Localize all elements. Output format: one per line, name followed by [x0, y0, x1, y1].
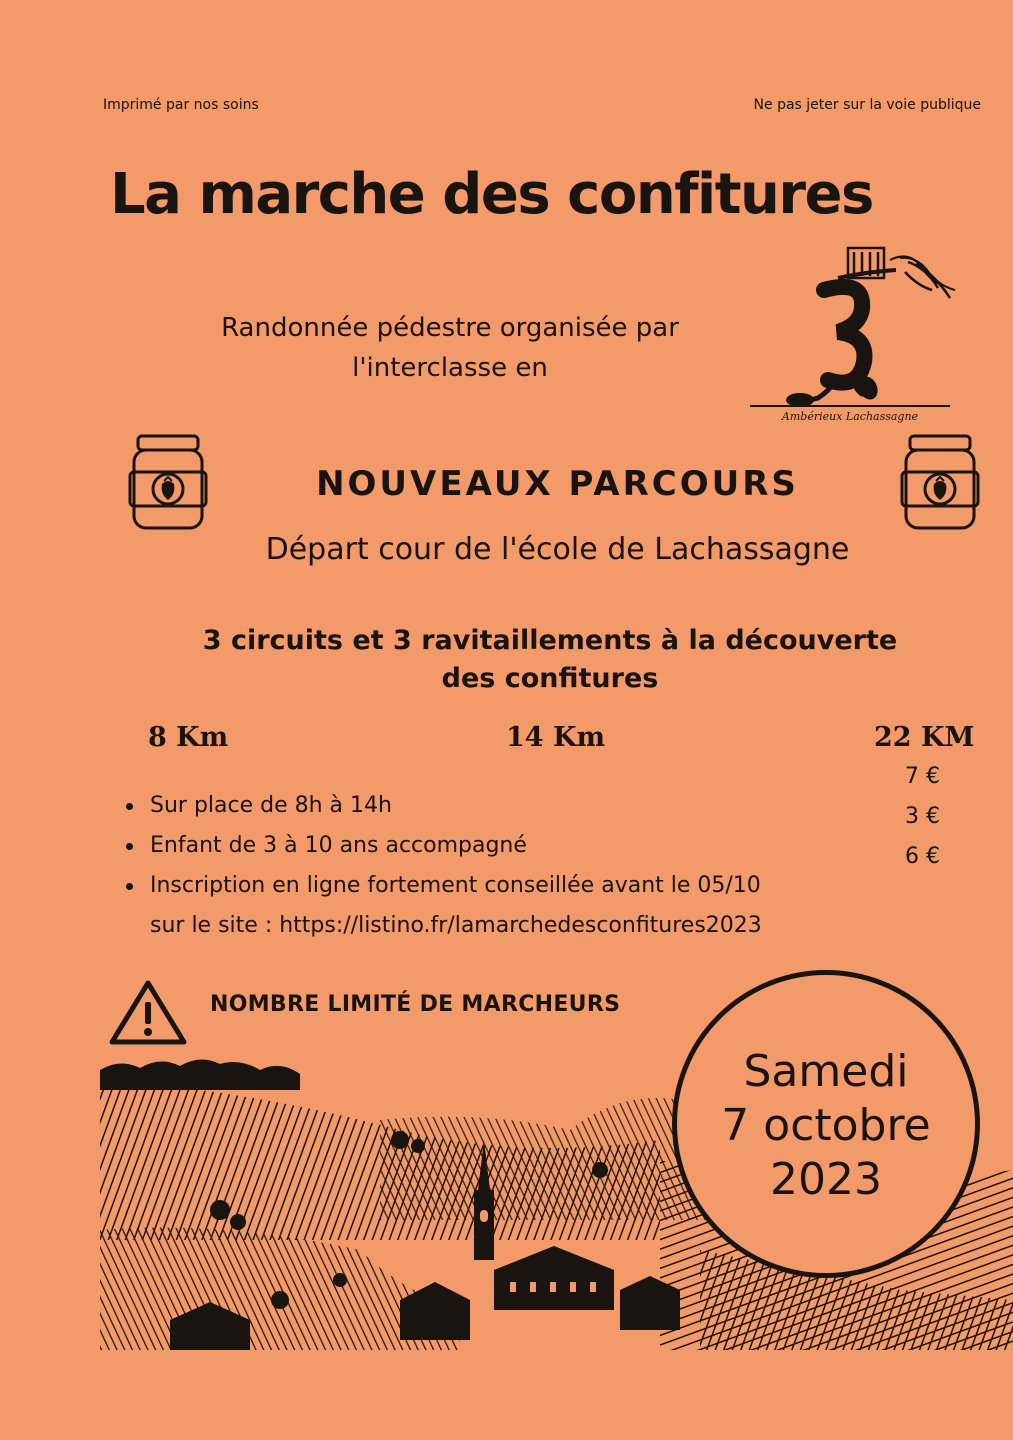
list-item	[120, 866, 900, 906]
list-item	[120, 906, 900, 946]
printed-note: Imprimé par nos soins	[103, 97, 259, 113]
info-registration-url: sur le site : https://listino.fr/lamarchedesconfitures2023	[150, 913, 762, 938]
price-child: 3 €	[905, 804, 940, 829]
price-adult: 7 €	[905, 764, 940, 789]
logo-caption: Ambérieux Lachassagne	[781, 410, 919, 423]
list-item	[120, 826, 900, 866]
info-registration: Inscription en ligne fortement conseillée avant le 05/10	[150, 873, 761, 898]
disposal-note: Ne pas jeter sur la voie publique	[753, 97, 981, 113]
circuits-line-1: 3 circuits et 3 ravitaillements à la découverte	[202, 625, 898, 656]
event-date-badge	[672, 970, 980, 1278]
event-weekday: Samedi	[743, 1046, 909, 1097]
organizer-text	[150, 308, 750, 388]
bullet-icon	[126, 883, 133, 890]
organizer-line-2: l'interclasse en	[352, 353, 548, 383]
event-day-month: 7 octobre	[721, 1100, 931, 1151]
distance-22km: 22 KM	[874, 722, 975, 753]
new-routes-headline: NOUVEAUX PARCOURS	[316, 464, 799, 504]
price-online: 6 €	[905, 844, 940, 869]
walking-three-logo-icon	[740, 228, 970, 428]
limited-walkers-warning: NOMBRE LIMITÉ DE MARCHEURS	[210, 992, 621, 1017]
circuits-line-2: des confitures	[441, 663, 659, 694]
departure-location: Départ cour de l'école de Lachassagne	[265, 532, 850, 567]
info-hours: Sur place de 8h à 14h	[150, 793, 392, 818]
info-children: Enfant de 3 à 10 ans accompagné	[150, 833, 527, 858]
list-item	[120, 786, 900, 826]
warning-triangle-icon	[108, 978, 188, 1046]
circuits-description	[120, 622, 980, 698]
bullet-icon	[126, 843, 133, 850]
info-list	[120, 786, 900, 946]
distance-14km: 14 Km	[506, 722, 606, 753]
distance-8km: 8 Km	[148, 722, 229, 753]
bullet-icon	[126, 803, 133, 810]
organizer-line-1: Randonnée pédestre organisée par	[221, 313, 679, 343]
flyer-title: La marche des confitures	[110, 162, 873, 227]
event-year: 2023	[770, 1154, 882, 1205]
